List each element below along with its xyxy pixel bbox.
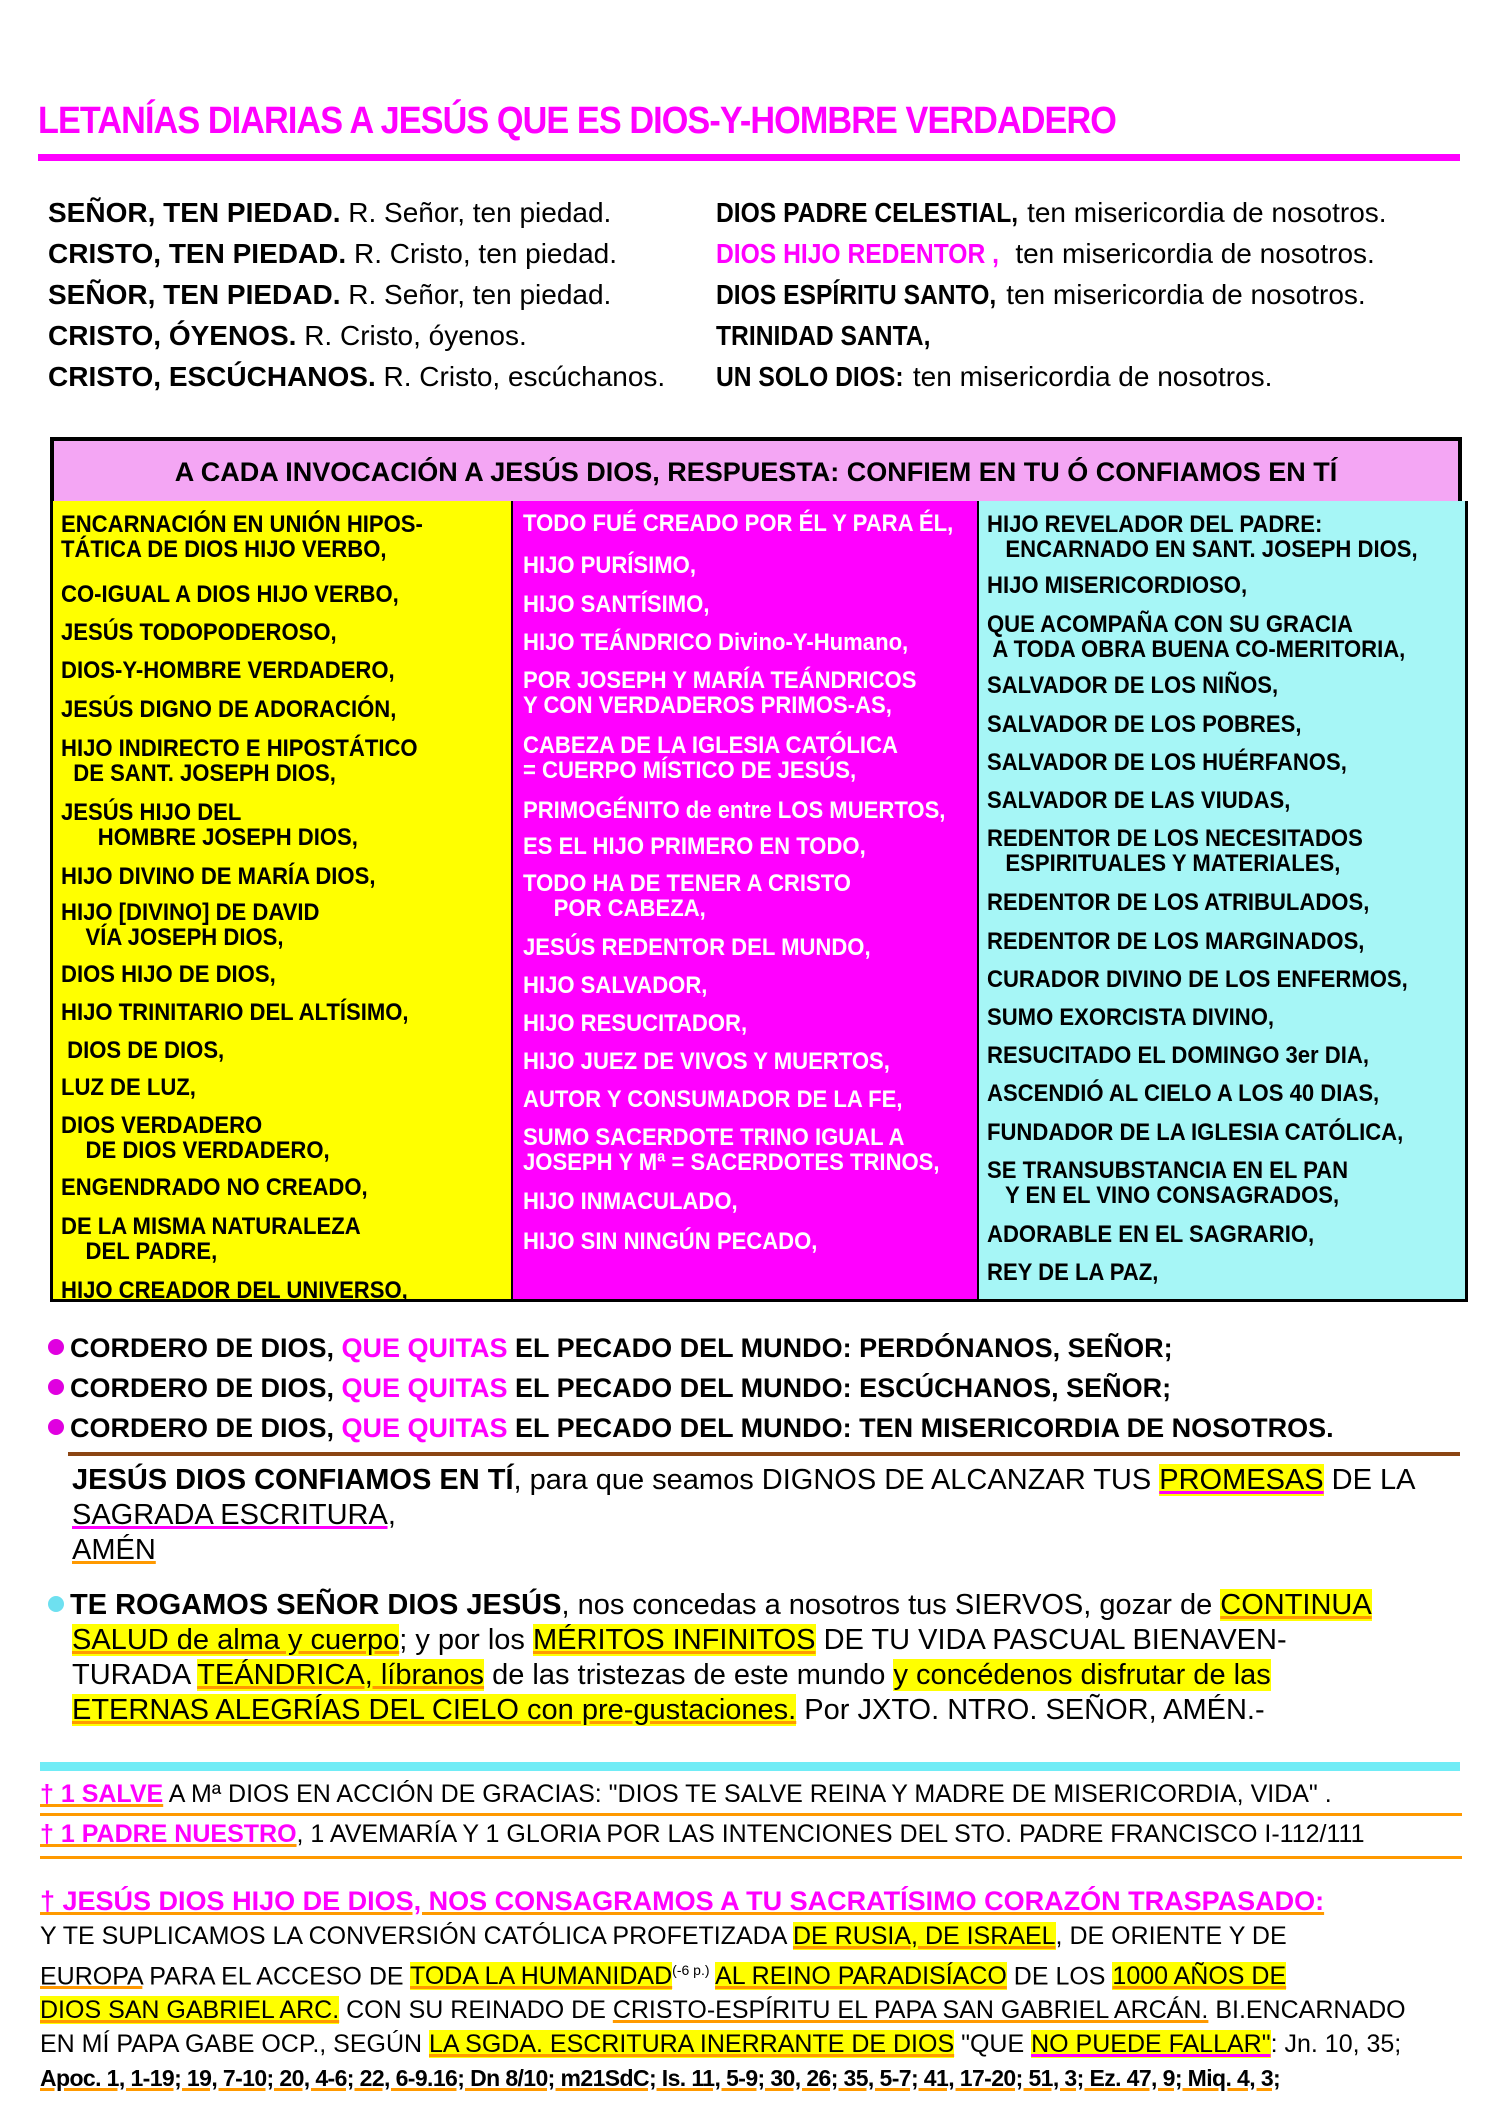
- litany-item: ENCARNACIÓN EN UNIÓN HIPOS- TÁTICA DE DIOS HIJO VERBO,: [61, 511, 423, 563]
- page-title: LETANÍAS DIARIAS A JESÚS QUE ES DIOS-Y-HOMBRE VERDADERO: [38, 100, 1116, 142]
- divider: [40, 1856, 1462, 1859]
- confiamos-paragraph: JESÚS DIOS CONFIAMOS EN TÍ, para que seamos DIGNOS DE ALCANZAR TUS PROMESAS DE LA SAGRADA ESCRITURA, AMÉN: [72, 1464, 1416, 1566]
- bullet-icon: [48, 1596, 64, 1612]
- intro-right: [716, 192, 1387, 397]
- litany-column-yellow: [53, 501, 513, 1304]
- litany-item: HIJO SANTÍSIMO,: [523, 591, 710, 618]
- litany-item: SUMO SACERDOTE TRINO IGUAL A JOSEPH Y Mª = SACERDOTES TRINOS,: [523, 1124, 940, 1176]
- litany-item: CABEZA DE LA IGLESIA CATÓLICA = CUERPO MÍSTICO DE JESÚS,: [523, 732, 898, 784]
- litany-item: SALVADOR DE LOS NIÑOS,: [987, 672, 1279, 699]
- divider: [40, 1762, 1460, 1771]
- litany-item: ASCENDIÓ AL CIELO A LOS 40 DIAS,: [987, 1080, 1380, 1107]
- litany-item: HIJO TRINITARIO DEL ALTÍSIMO,: [61, 999, 409, 1026]
- litany-item: JESÚS TODOPODEROSO,: [61, 619, 337, 646]
- litany-item: HIJO REVELADOR DEL PADRE: ENCARNADO EN SANT. JOSEPH DIOS,: [987, 511, 1418, 563]
- litany-item: ADORABLE EN EL SAGRARIO,: [987, 1221, 1315, 1248]
- lamb-line: CORDERO DE DIOS, QUE QUITAS EL PECADO DEL MUNDO: PERDÓNANOS, SEÑOR;: [48, 1333, 1173, 1364]
- padre-nuestro-line: † 1 PADRE NUESTRO, 1 AVEMARÍA Y 1 GLORIA POR LAS INTENCIONES DEL STO. PADRE FRANCISCO I-112/111: [40, 1820, 1365, 1848]
- litany-item: HIJO INMACULADO,: [523, 1188, 738, 1215]
- litany-item: SUMO EXORCISTA DIVINO,: [987, 1004, 1275, 1031]
- title-underline: [38, 154, 1460, 161]
- litany-item: HIJO PURÍSIMO,: [523, 552, 696, 579]
- intro-line: DIOS ESPÍRITU SANTO, ten misericordia de nosotros.: [716, 279, 1366, 310]
- litany-item: HIJO INDIRECTO E HIPOSTÁTICO DE SANT. JOSEPH DIOS,: [61, 735, 418, 787]
- litany-item: HIJO JUEZ DE VIVOS Y MUERTOS,: [523, 1048, 890, 1075]
- bullet-icon: [48, 1419, 64, 1435]
- litany-item: QUE ACOMPAÑA CON SU GRACIA A TODA OBRA BUENA CO-MERITORIA,: [987, 611, 1406, 663]
- litany-item: DIOS DE DIOS,: [61, 1037, 225, 1064]
- litany-item: REDENTOR DE LOS MARGINADOS,: [987, 928, 1365, 955]
- litany-item: SALVADOR DE LOS POBRES,: [987, 711, 1302, 738]
- litany-item: REY DE LA PAZ,: [987, 1259, 1159, 1286]
- litany-item: TODO FUÉ CREADO POR ÉL Y PARA ÉL,: [523, 510, 954, 537]
- intro-line: SEÑOR, TEN PIEDAD. R. Señor, ten piedad.: [48, 279, 612, 310]
- litany-item: DIOS-Y-HOMBRE VERDADERO,: [61, 657, 395, 684]
- litany-item: SALVADOR DE LAS VIUDAS,: [987, 787, 1291, 814]
- litany-item: LUZ DE LUZ,: [61, 1074, 196, 1101]
- invocation-header: A CADA INVOCACIÓN A JESÚS DIOS, RESPUESTA: CONFIEM EN TU Ó CONFIAMOS EN TÍ: [50, 437, 1462, 507]
- bullet-icon: [48, 1339, 64, 1355]
- rogamos-paragraph: TE ROGAMOS SEÑOR DIOS JESÚS, nos concedas a nosotros tus SIERVOS, gozar de CONTINUA SALUD de alma y cuerpo; y por los MÉRITOS INFINITOS DE TU VIDA PASCUAL BIENAVEN- TURADA TEÁNDRICA, líbranos de las tristezas de este mundo y concédenos disfrutar de las ETERNAS ALEGRÍAS DEL CIELO con pre-gustaciones. Por JXTO. NTRO. SEÑOR, AMÉN.-: [48, 1588, 1462, 1728]
- intro-line: SEÑOR, TEN PIEDAD. R. Señor, ten piedad.: [48, 197, 612, 228]
- bullet-icon: [48, 1379, 64, 1395]
- litany-column-magenta: [513, 501, 979, 1299]
- litany-item: RESUCITADO EL DOMINGO 3er DIA,: [987, 1042, 1369, 1069]
- lamb-line: CORDERO DE DIOS, QUE QUITAS EL PECADO DEL MUNDO: ESCÚCHANOS, SEÑOR;: [48, 1373, 1171, 1404]
- litany-item: ENGENDRADO NO CREADO,: [61, 1174, 368, 1201]
- litany-item: CURADOR DIVINO DE LOS ENFERMOS,: [987, 966, 1408, 993]
- consagracion-paragraph: † JESÚS DIOS HIJO DE DIOS, NOS CONSAGRAMOS A TU SACRATÍSIMO CORAZÓN TRASPASADO: Y TE SUPLICAMOS LA CONVERSIÓN CATÓLICA PROFETIZADA DE RUSIA, DE ISRAEL, DE ORIENTE Y DE EUROPA PARA EL ACCESO DE TODA LA $HUMANIDAD^{(-6 p.)}$ AL REINO PARADISÍACO DE LOS 1000 AÑOS DE DIOS SAN GABRIEL ARC. CON SU REINADO DE CRISTO-ESPÍRITU EL PAPA SAN GABRIEL ARCÁN. BI.ENCARNADO EN MÍ PAPA GABE OCP., SEGÚN LA SGDA. ESCRITURA INERRANTE DE DIOS "QUE NO PUEDE FALLAR": Jn. 10, 35; Apoc. 1, 1-19; 19, 7-10; 20, 4-6; 22, 6-9.16; Dn 8/10; m21SdC; Is. 11, 5-9; 30, 26; 35, 5-7; 41, 17-20; 51, 3; Ez. 47, 9; Miq. 4, 3;: [40, 1886, 1406, 2092]
- litany-item: PRIMOGÉNITO de entre LOS MUERTOS,: [523, 797, 946, 824]
- litany-item: HIJO [DIVINO] DE DAVID VÍA JOSEPH DIOS,: [61, 899, 320, 951]
- litany-item: DIOS HIJO DE DIOS,: [61, 961, 276, 988]
- intro-line: CRISTO, ÓYENOS. R. Cristo, óyenos.: [48, 320, 527, 351]
- litany-item: DE LA MISMA NATURALEZA DEL PADRE,: [61, 1213, 361, 1265]
- litany-item: JESÚS REDENTOR DEL MUNDO,: [523, 934, 871, 961]
- lamb-line: CORDERO DE DIOS, QUE QUITAS EL PECADO DEL MUNDO: TEN MISERICORDIA DE NOSOTROS.: [48, 1413, 1334, 1444]
- intro-left: [48, 192, 665, 397]
- litany-item: REDENTOR DE LOS ATRIBULADOS,: [987, 889, 1370, 916]
- litany-item: SE TRANSUBSTANCIA EN EL PAN Y EN EL VINO CONSAGRADOS,: [987, 1157, 1349, 1209]
- litany-item: FUNDADOR DE LA IGLESIA CATÓLICA,: [987, 1119, 1404, 1146]
- litany-item: JESÚS DIGNO DE ADORACIÓN,: [61, 696, 397, 723]
- litany-item: HIJO RESUCITADOR,: [523, 1010, 748, 1037]
- litany-item: SALVADOR DE LOS HUÉRFANOS,: [987, 749, 1347, 776]
- litany-item: CO-IGUAL A DIOS HIJO VERBO,: [61, 581, 399, 608]
- litany-column-cyan: [979, 501, 1465, 1299]
- litany-item: DIOS VERDADERO DE DIOS VERDADERO,: [61, 1112, 330, 1164]
- intro-line: DIOS HIJO REDENTOR , ten misericordia de nosotros.: [716, 238, 1375, 269]
- intro-line: DIOS PADRE CELESTIAL, ten misericordia de nosotros.: [716, 197, 1387, 228]
- intro-line: CRISTO, TEN PIEDAD. R. Cristo, ten piedad.: [48, 238, 617, 269]
- litany-columns: [50, 501, 1468, 1302]
- litany-item: POR JOSEPH Y MARÍA TEÁNDRICOS Y CON VERDADEROS PRIMOS-AS,: [523, 667, 917, 719]
- litany-item: HIJO TEÁNDRICO Divino-Y-Humano,: [523, 629, 909, 656]
- intro-line: UN SOLO DIOS: ten misericordia de nosotros.: [716, 361, 1273, 392]
- intro-line: CRISTO, ESCÚCHANOS. R. Cristo, escúchanos.: [48, 361, 666, 392]
- litany-item: HIJO SALVADOR,: [523, 972, 708, 999]
- litany-item: AUTOR Y CONSUMADOR DE LA FE,: [523, 1086, 903, 1113]
- litany-item: HIJO MISERICORDIOSO,: [987, 572, 1248, 599]
- litany-item: TODO HA DE TENER A CRISTO POR CABEZA,: [523, 870, 851, 922]
- litany-item: HIJO CREADOR DEL UNIVERSO,: [61, 1277, 408, 1304]
- litany-item: HIJO DIVINO DE MARÍA DIOS,: [61, 863, 376, 890]
- litany-item: REDENTOR DE LOS NECESITADOS ESPIRITUALES Y MATERIALES,: [987, 825, 1363, 877]
- divider: [68, 1452, 1460, 1456]
- litany-item: JESÚS HIJO DEL HOMBRE JOSEPH DIOS,: [61, 799, 358, 851]
- litany-item: ES EL HIJO PRIMERO EN TODO,: [523, 833, 866, 860]
- divider: [40, 1813, 1462, 1816]
- salve-line: † 1 SALVE A Mª DIOS EN ACCIÓN DE GRACIAS: "DIOS TE SALVE REINA Y MADRE DE MISERICORDIA, VIDA" .: [40, 1780, 1332, 1808]
- litany-item: HIJO SIN NINGÚN PECADO,: [523, 1228, 818, 1255]
- intro-line: TRINIDAD SANTA,: [716, 320, 931, 351]
